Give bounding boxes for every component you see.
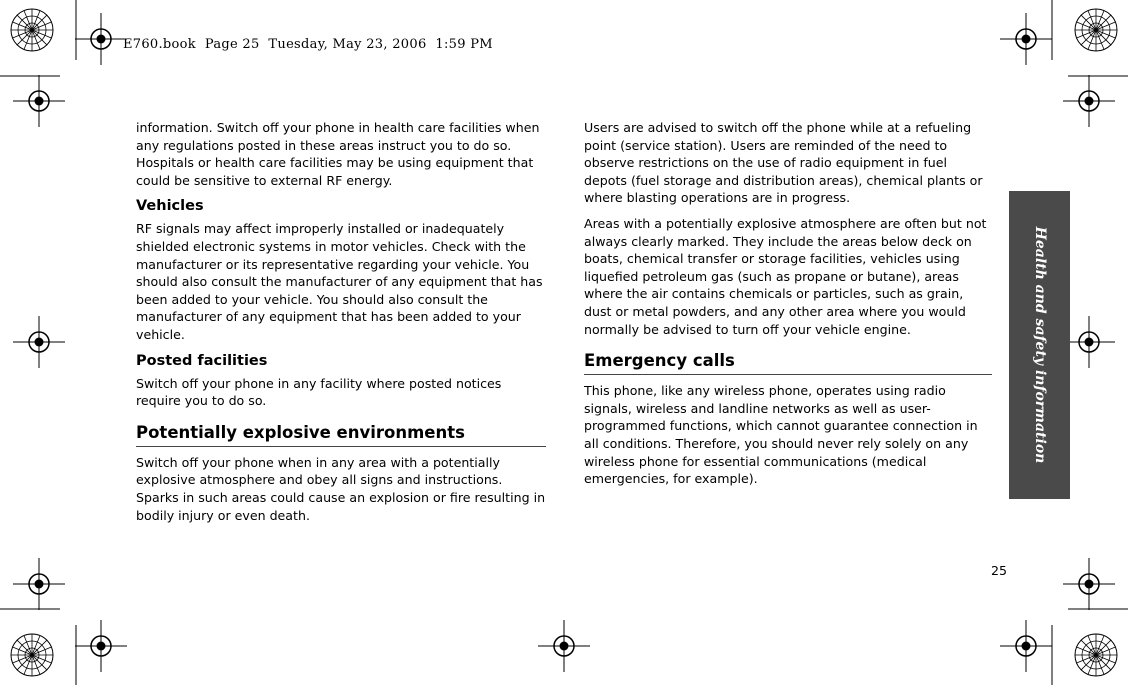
chapter-side-tab-label: Health and safety information bbox=[1031, 226, 1048, 464]
emergency-calls-heading: Emergency calls bbox=[584, 350, 992, 375]
posted-facilities-heading: Posted facilities bbox=[136, 352, 268, 369]
registration-mark-icon bbox=[538, 620, 590, 672]
posted-facilities-paragraph: Switch off your phone in any facility where posted notices require you to do so. bbox=[136, 375, 502, 409]
star-target-icon bbox=[11, 634, 53, 676]
left-column bbox=[136, 119, 546, 532]
intro-paragraph: information. Switch off your phone in health care facilities when any regulations posted in these areas instruct you to do so. Hospitals or health care facilities may be using equipment that could be sensitive to external RF energy. bbox=[136, 120, 540, 188]
explosive-environments-paragraph: Switch off your phone when in any area with a potentially explosive atmosphere and obey all signs and instructions. Sparks in such areas could cause an explosion or fire resulting in bodily injury or even death. bbox=[136, 454, 546, 523]
chapter-side-tab bbox=[1009, 191, 1070, 499]
registration-mark-icon bbox=[1063, 75, 1115, 127]
vehicles-paragraph: RF signals may affect improperly installed or inadequately shielded electronic systems in motor vehicles. Check with the manufacturer or its representative regarding your vehicle. You should also consult the manufacturer of any equipment that has been added to your vehicle. You should also consult the manufacturer of any equipment that has been added to your vehicle. bbox=[136, 221, 543, 342]
vehicles-heading: Vehicles bbox=[136, 198, 204, 215]
emergency-calls-paragraph: This phone, like any wireless phone, operates using radio signals, wireless and landline networks as well as user-programmed functions, which cannot guarantee connection in all conditions. Therefore, you should never rely solely on any wireless phone for essential communications (medical emergencies, for example). bbox=[584, 383, 978, 487]
registration-mark-icon bbox=[13, 75, 65, 127]
right-column bbox=[584, 119, 992, 496]
registration-mark-icon bbox=[1063, 316, 1115, 368]
page-number: 25 bbox=[991, 563, 1008, 578]
print-header: E760.book Page 25 Tuesday, May 23, 2006 1:59 PM bbox=[123, 37, 493, 52]
registration-mark-icon bbox=[13, 558, 65, 610]
registration-mark-icon bbox=[1000, 620, 1052, 672]
registration-mark-icon bbox=[1063, 558, 1115, 610]
star-target-icon bbox=[11, 9, 53, 51]
registration-mark-icon bbox=[75, 13, 127, 65]
star-target-icon bbox=[1075, 634, 1117, 676]
registration-mark-icon bbox=[1000, 13, 1052, 65]
refueling-paragraph: Users are advised to switch off the phone while at a refueling point (service station). Users are reminded of the need to observe restrictions on the use of radio equipment in fuel depots (fuel storage and distribution areas), chemical plants or where blasting operations are in progress. bbox=[584, 120, 983, 206]
star-target-icon bbox=[1075, 9, 1117, 51]
registration-mark-icon bbox=[75, 620, 127, 672]
explosive-environments-heading: Potentially explosive environments bbox=[136, 422, 546, 447]
registration-mark-icon bbox=[13, 316, 65, 368]
explosive-areas-paragraph: Areas with a potentially explosive atmosphere are often but not always clearly marked. They include the areas below deck on boats, chemical transfer or storage facilities, vehicles using liquefied petroleum gas (such as propane or butane), areas where the air contains chemicals or particles, such as grain, dust or metal powders, and any other area where you would normally be advised to turn off your vehicle engine. bbox=[584, 215, 987, 337]
